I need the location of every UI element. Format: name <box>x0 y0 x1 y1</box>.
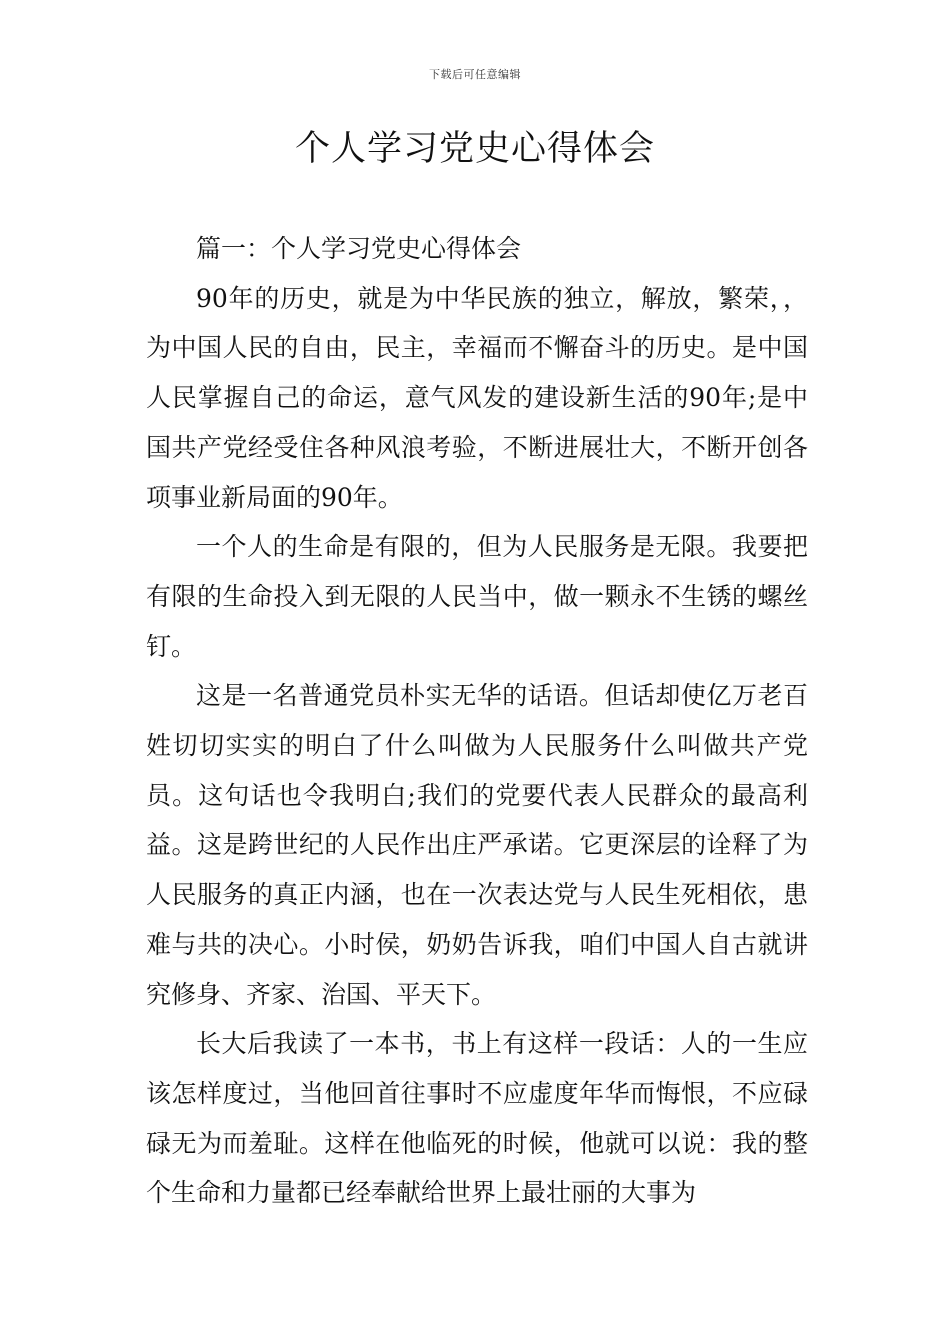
paragraph-service: 一个人的生命是有限的，但为人民服务是无限。我要把有限的生命投入到无限的人民当中，做一颗永不生锈的螺丝钉。 <box>146 532 808 661</box>
paragraph-section-heading: 篇一：个人学习党史心得体会 <box>196 234 522 263</box>
paragraph-party-member: 这是一名普通党员朴实无华的话语。但话却使亿万老百姓切切实实的明白了什么叫做为人民服务什么叫做共产党员。这句话也令我明白;我们的党要代表人民群众的最高利益。这是跨世纪的人民作出庄严承诺。它更深层的诠释了为人民服务的真正内涵，也在一次表达党与人民生死相依，患难与共的决心。小时侯，奶奶告诉我，咱们中国人自古就讲究修身、齐家、治国、平天下。 <box>146 681 808 1009</box>
document-title: 个人学习党史心得体会 <box>294 129 655 169</box>
paragraph-history: 90年的历史，就是为中华民族的独立，解放，繁荣，，为中国人民的自由，民主，幸福而不懈奋斗的历史。是中国人民掌握自己的命运，意气风发的建设新生活的90年;是中国共产党经受住各种风浪考验，不断进展壮大，不断开创各项事业新局面的90年。 <box>146 283 808 512</box>
document-body <box>146 224 808 1218</box>
header-note: 下载后可任意编辑 <box>429 68 521 81</box>
paragraph-book-quote: 长大后我读了一本书，书上有这样一段话：人的一生应该怎样度过，当他回首往事时不应虚度年华而悔恨，不应碌碌无为而羞耻。这样在他临死的时候，他就可以说：我的整个生命和力量都已经奉献给世界上最壮丽的大事为 <box>146 1029 808 1208</box>
